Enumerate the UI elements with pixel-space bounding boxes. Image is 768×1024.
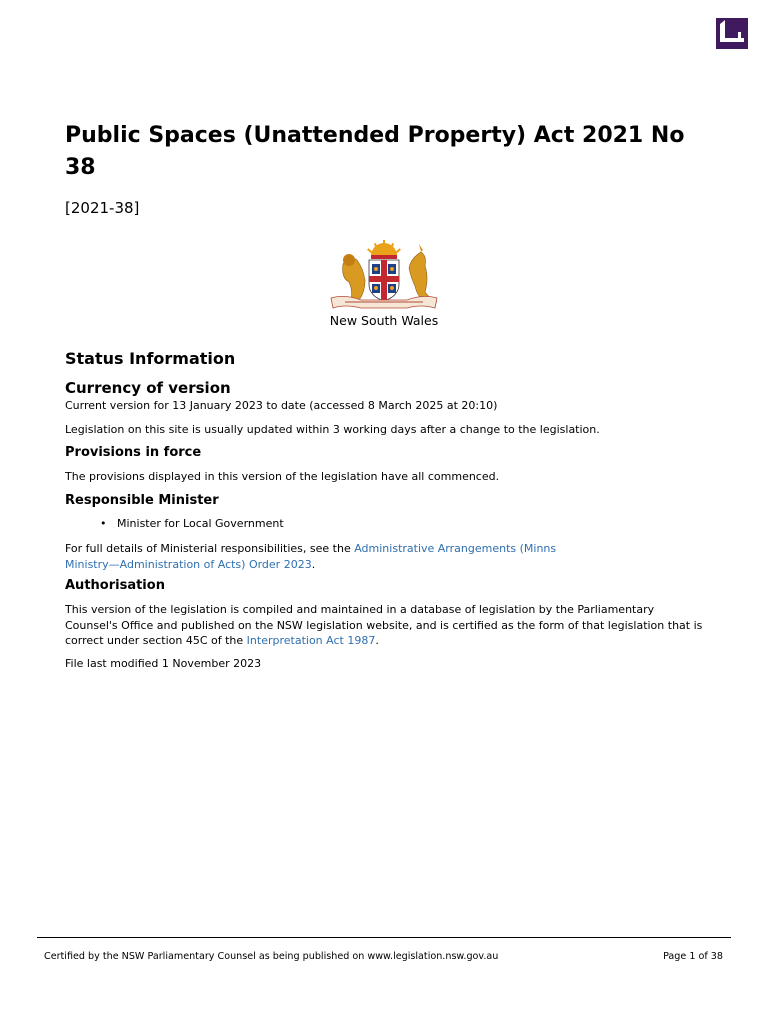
provisions-text: The provisions displayed in this version of the legislation have all commenced. xyxy=(65,470,500,483)
authorisation-body: This version of the legislation is compiled and maintained in a database of legislation by the Parliamentary Counsel's Office and published on the NSW legislation website, and is certified as the form of that legislation that is correct under section 45C of the xyxy=(65,603,703,647)
ministerial-details xyxy=(65,541,585,572)
authorisation-heading: Authorisation xyxy=(65,578,165,593)
update-note-text: Legislation on this site is usually updated within 3 working days after a change to the legislation. xyxy=(65,423,600,436)
nsw-legislation-logo-icon xyxy=(716,18,748,49)
details-suffix: . xyxy=(311,557,316,571)
currency-heading: Currency of version xyxy=(65,379,231,397)
status-heading: Status Information xyxy=(65,349,236,368)
authorisation-text xyxy=(65,602,705,649)
file-modified-text: File last modified 1 November 2023 xyxy=(65,657,262,670)
details-prefix: For full details of Ministerial responsibilities, see the xyxy=(65,542,355,555)
minister-heading: Responsible Minister xyxy=(65,493,219,508)
authorisation-suffix: . xyxy=(375,634,379,647)
page-number: Page 1 of 38 xyxy=(663,951,723,962)
nsw-coat-of-arms-icon xyxy=(325,238,443,312)
provisions-heading: Provisions in force xyxy=(65,445,202,460)
footer-divider xyxy=(37,937,731,938)
document-title: Public Spaces (Unattended Property) Act 2021 No 38 xyxy=(65,123,685,180)
minister-name: Minister for Local Government xyxy=(117,517,284,530)
footer-certification: Certified by the NSW Parliamentary Counsel as being published on www.legislation.nsw.gov.au xyxy=(44,951,499,962)
act-number: [2021-38] xyxy=(65,199,140,217)
crest-caption: New South Wales xyxy=(329,313,439,328)
administrative-arrangements-link[interactable]: Administrative Arrangements (Minns Ministry—Administration of Acts) Order 2023 xyxy=(65,542,557,571)
bullet-icon: • xyxy=(100,517,107,530)
current-version-text: Current version for 13 January 2023 to date (accessed 8 March 2025 at 20:10) xyxy=(65,399,498,412)
interpretation-act-link[interactable]: Interpretation Act 1987 xyxy=(246,634,376,647)
